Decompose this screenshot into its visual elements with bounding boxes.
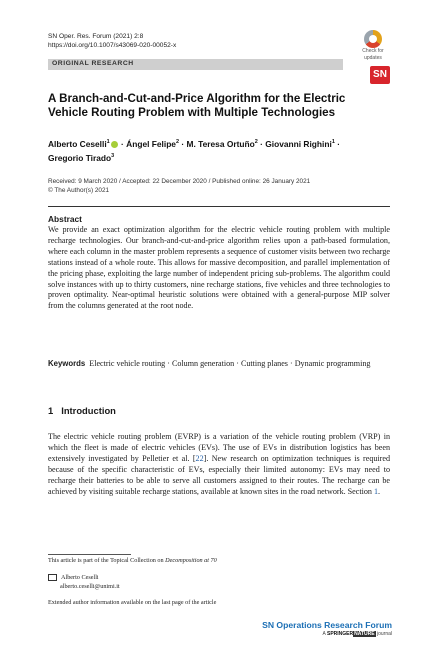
paper-title: A Branch-and-Cut-and-Price Algorithm for the Electric Vehicle Routing Problem with Multiple Technologies [48,92,346,119]
section-title: Introduction [61,405,116,416]
section-ref-link[interactable]: 1 [374,486,379,496]
author-affiliation: 1 [106,139,110,145]
abstract-text: We provide an exact optimization algorithm for the electric vehicle routing problem with multiple recharge technologies. Our branch-and-cut-and-price algorithm relies upon a path-based formulation, where each column in the master problem represents a sequence of customer visits between two recharge stations instead of a whole route. This allows for massive decomposition, and parallel implementation of the pricing phase, exploiting the large number of independent pricing sub-problems. The algorithm could solve instances with up to thirty customers, nine recharge stations, five vehicles and three technologies to proven optimality. Near-optimal heuristic solutions were obtained with a general-purpose MIP solver from the columns generated at the root node. [48,225,390,311]
check-updates-icon [364,30,382,48]
intro-text-1: The electric vehicle routing problem (EVRP) is a variation of the vehicle routing problem (VRP) in which the fleet is made of electric vehicles (EVs). The use of EVs in distribution logistics has been extensively investigated by Pelletier et al. [ [48,432,390,463]
publisher-brand-accent: NATURE [354,631,375,637]
keywords-text: Electric vehicle routing · Column generation · Cutting planes · Dynamic programming [89,359,371,368]
envelope-icon [48,574,57,581]
footer-journal-name: SN Operations Research Forum [262,620,392,630]
article-type-band [48,59,343,70]
keywords-block [48,359,390,370]
collection-prefix: This article is part of the Topical Collection on [48,557,166,564]
orcid-icon[interactable] [111,141,118,148]
publisher-brand: SPRINGER [327,631,354,637]
publisher-suffix: journal [375,631,392,637]
dates-line: Received: 9 March 2020 / Accepted: 22 December 2020 / Published online: 26 January 2021 [48,178,311,185]
author-list: Alberto Ceselli$^1$ · Ángel Felipe$^2$ · M. Teresa Ortuño$^2$ · Giovanni Righini$^1$ · Gregorio Tirado$^3$ [48,138,340,163]
check-for-updates-badge[interactable] [358,30,388,66]
sn-logo: SN [370,66,390,84]
author-affiliation: 3 [111,152,115,159]
author-name[interactable]: Alberto Ceselli [48,138,107,149]
abstract-heading: Abstract [48,214,82,224]
extended-info-note: Extended author information available on the last page of the article [48,599,217,606]
topical-collection-note [48,557,390,566]
section-number: 1 [48,405,54,416]
footnote-divider [48,554,131,555]
author-name[interactable]: Gregorio Tirado [48,152,112,163]
collection-name: Decomposition at 70 [165,557,217,564]
author-affiliation: 2 [254,139,258,145]
author-affiliation: 1 [331,139,335,145]
author-name[interactable]: Ángel Felipe [126,138,176,149]
publication-dates [48,177,393,195]
keywords-label: Keywords [48,359,86,368]
doi-link[interactable]: https://doi.org/10.1007/s43069-020-00052-x [48,42,177,49]
copyright-line: © The Author(s) 2021 [48,187,110,194]
intro-text-2: ]. New research on optimization techniques is required because of the specific characteristic of EVs, especially their limited autonomy: EVs may need to recharge their batteries to be able to serve all customers assigned to their routes. The recharge can be achieved by visiting suitable recharge stations, available at known sites in the road network. Section [48,453,390,496]
article-type-label: ORIGINAL RESEARCH [52,60,134,67]
citation-link[interactable]: 22 [195,453,204,463]
author-affiliation: 2 [175,139,180,145]
introduction-paragraph [48,432,390,497]
check-updates-label-2: updates [364,54,382,61]
abstract-divider [48,206,390,207]
contact-email[interactable]: alberto.ceselli@unimi.it [60,582,120,590]
corresponding-author [48,574,390,591]
contact-name: Alberto Ceselli [61,574,99,581]
journal-reference [48,32,176,50]
author-name[interactable]: M. Teresa Ortuño [186,138,255,149]
footer-publisher [250,631,392,637]
author-name[interactable]: Giovanni Righini [265,138,332,149]
section-heading [48,405,116,416]
check-updates-label-1: Check for [362,48,384,54]
journal-line: SN Oper. Res. Forum (2021) 2:8 [48,33,144,40]
intro-text-3: . [378,486,381,496]
publisher-prefix: A [322,631,327,637]
